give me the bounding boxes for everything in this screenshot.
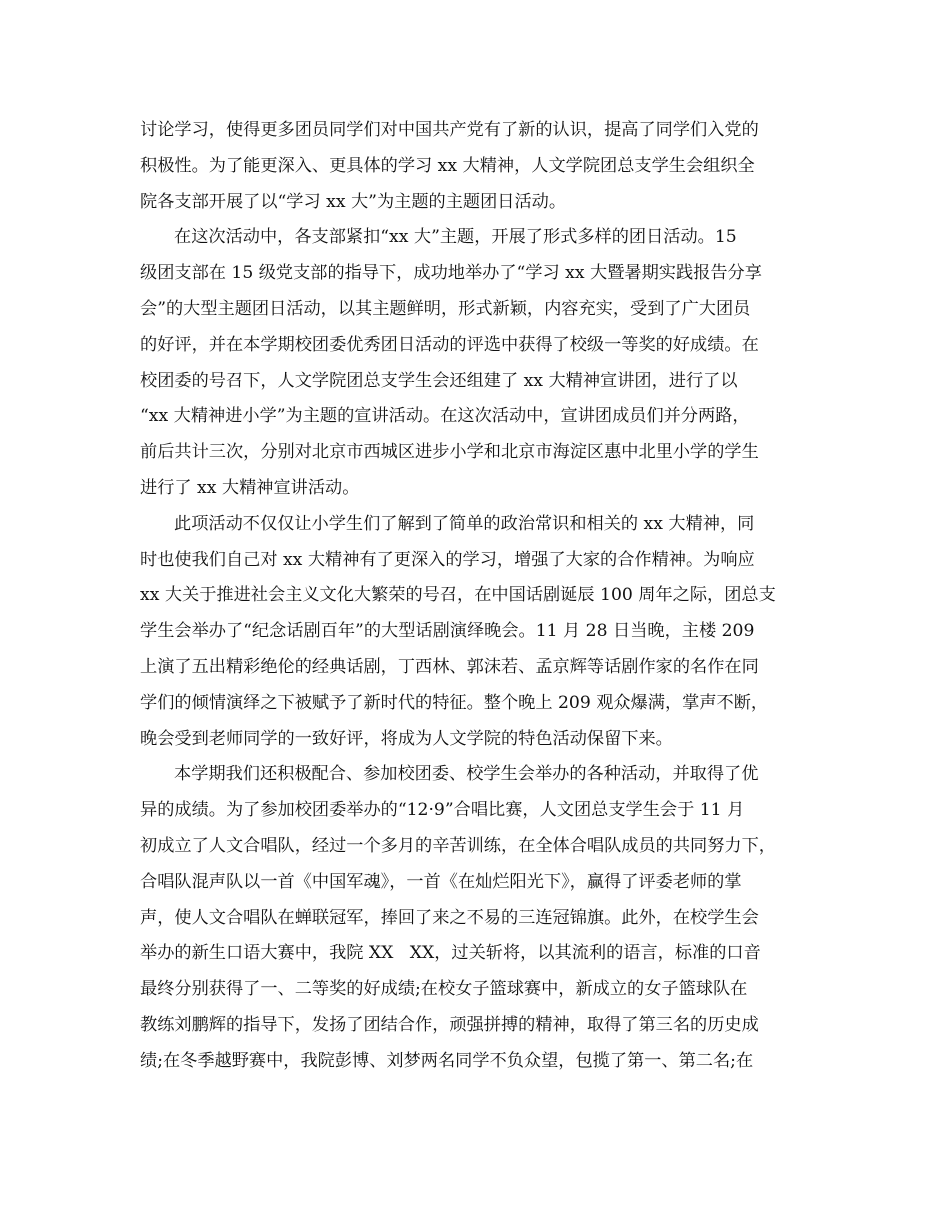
- text-line: 前后共计三次，分别对北京市西城区进步小学和北京市海淀区惠中北里小学的学生: [140, 442, 759, 463]
- document-body: [140, 113, 830, 1080]
- paragraph-3: [140, 507, 830, 758]
- text-line: 声，使人文合唱队在蝉联冠军，捧回了来之不易的三连冠锦旗。此外，在校学生会: [140, 907, 759, 928]
- text-line: 上演了五出精彩绝伦的经典话剧，丁西林、郭沫若、孟京辉等话剧作家的名作在同: [140, 656, 759, 677]
- text-line: 晚会受到老师同学的一致好评，将成为人文学院的特色活动保留下来。: [140, 728, 673, 749]
- paragraph-4: [140, 757, 830, 1079]
- text-line: 进行了 xx 大精神宣讲活动。: [140, 477, 360, 498]
- text-line: “xx 大精神进小学”为主题的宣讲活动。在这次活动中，宣讲团成员们并分两路，: [140, 406, 750, 427]
- text-line: 学们的倾情演绎之下被赋予了新时代的特征。整个晚上 209 观众爆满，掌声不断，: [140, 692, 769, 713]
- text-line: 学生会举办了“纪念话剧百年”的大型话剧演绎晚会。11 月 28 日当晚，主楼 209: [140, 621, 755, 642]
- text-line: 绩;在冬季越野赛中，我院彭博、刘梦两名同学不负众望，包揽了第一、第二名;在: [140, 1050, 754, 1071]
- text-line: 举办的新生口语大赛中，我院 XX XX，过关斩将，以其流利的语言，标准的口音: [140, 943, 761, 964]
- text-line: 最终分别获得了一、二等奖的好成绩;在校女子篮球赛中，新成立的女子篮球队在: [140, 979, 748, 1000]
- text-line: 校团委的号召下，人文学院团总支学生会还组建了 xx 大精神宣讲团，进行了以: [140, 370, 738, 391]
- text-line: 会”的大型主题团日活动，以其主题鲜明，形式新颖，内容充实，受到了广大团员: [140, 298, 751, 319]
- text-line: 异的成绩。为了参加校团委举办的“12·9”合唱比赛，人文团总支学生会于 11 月: [140, 800, 745, 821]
- paragraph-1: [140, 113, 830, 220]
- text-line: 此项活动不仅仅让小学生们了解到了简单的政治常识和相关的 xx 大精神，同: [174, 513, 755, 534]
- text-line: 初成立了人文合唱队，经过一个多月的辛苦训练，在全体合唱队成员的共同努力下，: [140, 835, 776, 856]
- text-line: xx 大关于推进社会主义文化大繁荣的号召，在中国话剧诞辰 100 周年之际，团总支: [140, 585, 776, 606]
- text-line: 时也使我们自己对 xx 大精神有了更深入的学习，增强了大家的合作精神。为响应: [140, 549, 755, 570]
- text-line: 级团支部在 15 级党支部的指导下，成功地举办了“学习 xx 大暨暑期实践报告分享: [140, 263, 762, 284]
- text-line: 院各支部开展了以“学习 xx 大”为主题的主题团日活动。: [140, 191, 567, 212]
- text-line: 本学期我们还积极配合、参加校团委、校学生会举办的各种活动，并取得了优: [174, 764, 759, 785]
- text-line: 教练刘鹏辉的指导下，发扬了团结合作，顽强拼搏的精神，取得了第三名的历史成: [140, 1014, 759, 1035]
- text-line: 讨论学习，使得更多团员同学们对中国共产党有了新的认识，提高了同学们入党的: [140, 120, 759, 140]
- text-line: 合唱队混声队以一首《中国军魂》，一首《在灿烂阳光下》，赢得了评委老师的掌: [140, 871, 742, 892]
- text-line: 的好评，并在本学期校团委优秀团日活动的评选中获得了校级一等奖的好成绩。在: [140, 334, 759, 355]
- text-line: 积极性。为了能更深入、更具体的学习 xx 大精神，人文学院团总支学生会组织全: [140, 155, 755, 176]
- paragraph-2: [140, 220, 830, 506]
- text-line: 在这次活动中，各支部紧扣“xx 大”主题，开展了形式多样的团日活动。15: [174, 227, 737, 248]
